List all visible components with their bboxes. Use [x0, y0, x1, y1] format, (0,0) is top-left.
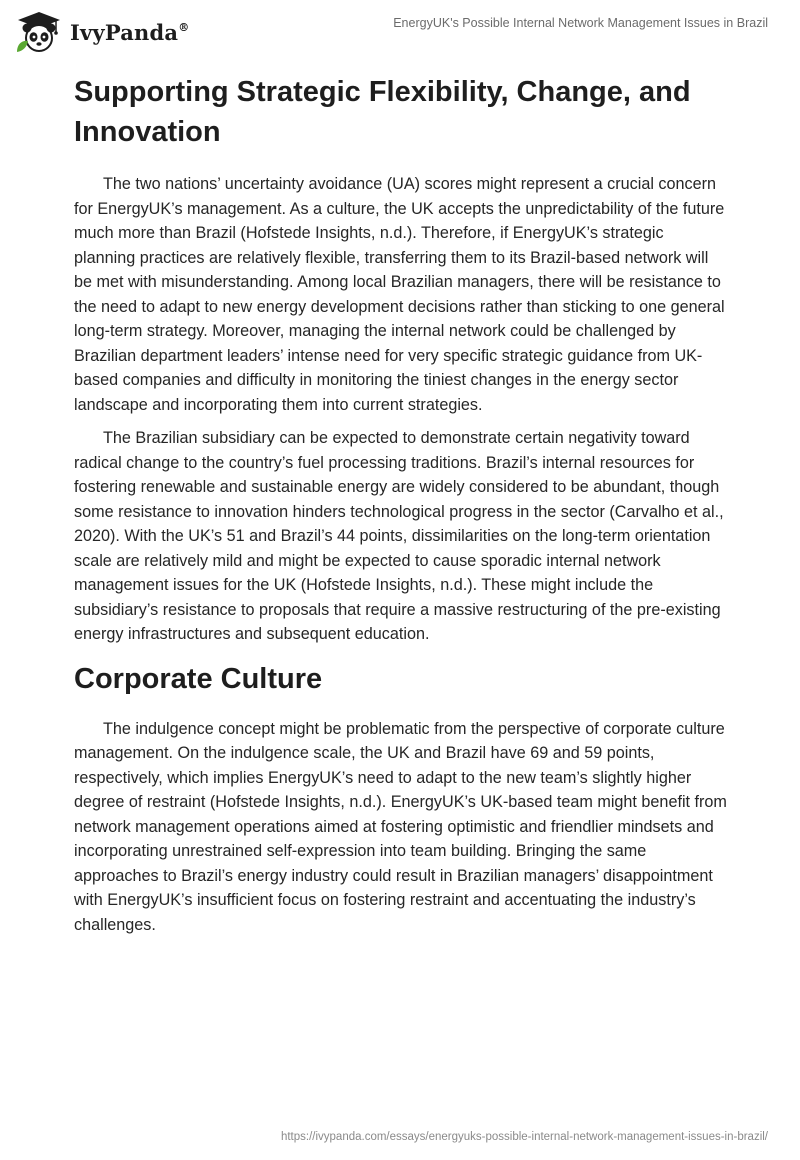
page-header	[0, 0, 800, 60]
section-heading-strategic-flexibility: Supporting Strategic Flexibility, Change, and Innovation	[74, 76, 691, 148]
document-title: EnergyUK's Possible Internal Network Management Issues in Brazil	[393, 16, 768, 30]
paragraph: The Brazilian subsidiary can be expected to demonstrate certain negativity toward radical change to the country’s fuel processing traditions. Brazil’s internal resources for fostering renewable and sustainable energy are widely considered to be abundant, though some resistance to innovation hinders technological progress in the sector (Carvalho et al., 2020). With the UK’s 51 and Brazil’s 44 points, dissimilarities on the long-term orientation scale are relatively mild and might be expected to cause sporadic internal network management issues for the UK (Hofstede Insights, n.d.). These might include the subsidiary’s resistance to proposals that require a massive restructuring of the pre-existing energy infrastructures and subsequent education.	[74, 429, 724, 643]
brand-name: IvyPanda®	[70, 19, 190, 45]
section-heading-corporate-culture: Corporate Culture	[74, 662, 323, 695]
paragraph: The two nations’ uncertainty avoidance (UA) scores might represent a crucial concern for EnergyUK’s management. As a culture, the UK accepts the unpredictability of the future much more than Brazil (Hofstede Insights, n.d.). Therefore, if EnergyUK’s strategic planning practices are relatively flexible, transferring them to its Brazil-based network will be met with misunderstanding. Among local Brazilian managers, there will be resistance to the need to adapt to new energy development decisions rather than sticking to one general long-term strategy. Moreover, managing the internal network could be challenged by Brazilian department leaders’ intense need for very specific strategic guidance from UK-based companies and difficulty in monitoring the tiniest changes in the energy sector landscape and incorporating them into current strategies.	[74, 175, 725, 414]
essay-content	[74, 72, 728, 946]
paragraph: The indulgence concept might be problematic from the perspective of corporate culture management. On the indulgence scale, the UK and Brazil have 69 and 59 points, respectively, which implies EnergyUK’s need to adapt to the new team’s slightly higher degree of restraint (Hofstede Insights, n.d.). EnergyUK’s UK-based team might benefit from network management operations aimed at fostering optimistic and friendlier mindsets and incorporating unrestrained self-expression into team building. Bringing the same approaches to Brazil’s energy industry could result in Brazilian managers’ disappointment with EnergyUK’s insufficient focus on fostering restraint and accentuating the industry’s challenges.	[74, 719, 727, 934]
ivypanda-logo[interactable]	[14, 10, 189, 54]
panda-graduate-icon	[14, 10, 64, 54]
source-url-link[interactable]: https://ivypanda.com/essays/energyuks-possible-internal-network-management-issues-in-brazil/	[280, 1131, 768, 1143]
registered-mark: ®	[178, 20, 190, 34]
